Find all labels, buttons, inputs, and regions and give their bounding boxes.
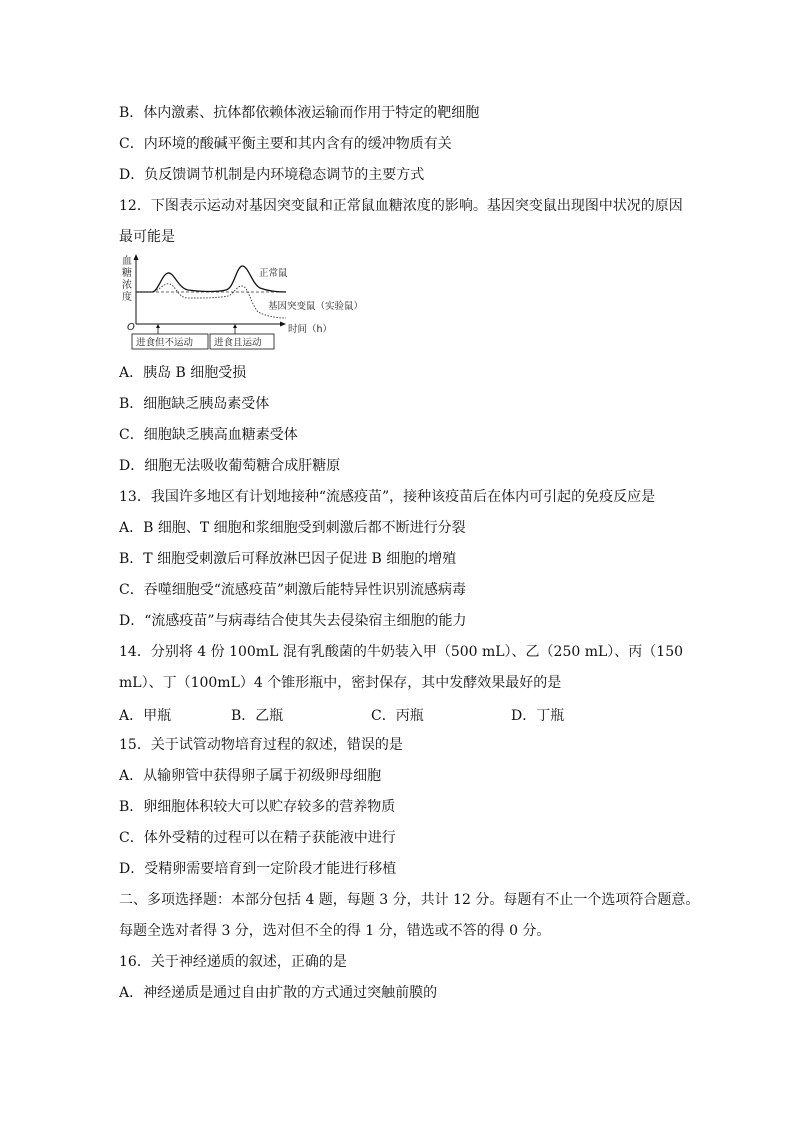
section-2-heading: 二、多项选择题：本部分包括 4 题，每题 3 分，共计 12 分。每题有不止一个选项符合题意。 [119,892,700,908]
q11-option-d: D．负反馈调节机制是内环境稳态调节的主要方式 [119,167,425,183]
q12-stem: 12．下图表示运动对基因突变鼠和正常鼠血糖浓度的影响。基因突变鼠出现图中状况的原因 [119,198,683,214]
q13-option-b: B．T 细胞受刺激后可释放淋巴因子促进 B 细胞的增殖 [119,551,457,567]
q14-options [119,705,679,723]
q14-option-b: B．乙瓶 [231,708,284,724]
q12-option-d: D．细胞无法吸收葡萄糖合成肝糖原 [119,458,341,474]
q14-stem-cont: mL）、丁（100mL）4 个锥形瓶中，密封保存，其中发酵效果最好的是 [119,675,562,691]
figure-y-arrow [134,254,139,260]
q15-option-c: C．体外受精的过程可以在精子获能液中进行 [119,830,396,846]
q15-option-a: A．从输卵管中获得卵子属于初级卵母细胞 [119,768,382,784]
figure-ylabel-char: 糖 [122,268,132,279]
q14-option-a: A．甲瓶 [119,708,172,724]
q13-option-c: C．吞噬细胞受“流感疫苗”刺激后能特异性识别流感病毒 [119,582,467,598]
figure-xlabel: 时间（h） [288,324,333,335]
event-box-2-label: 进食且运动 [214,337,262,349]
figure-origin: O [127,322,135,333]
figure-x-arrow [280,322,286,327]
q14-option-d: D．丁瓶 [511,708,565,724]
q15-option-d: D．受精卵需要培育到一定阶段才能进行移植 [119,861,397,877]
q14-option-c: C．丙瓶 [371,708,424,724]
blood-glucose-figure [118,252,398,352]
q11-option-c: C．内环境的酸碱平衡主要和其内含有的缓冲物质有关 [119,136,452,152]
curve-normal-label: 正常鼠 [259,268,288,279]
q13-option-d: D．“流感疫苗”与病毒结合使其失去侵染宿主细胞的能力 [119,613,467,629]
event-box-1-label: 进食但不运动 [136,337,194,349]
figure-ylabel-char: 度 [122,292,132,303]
figure-ylabel-char: 浓 [122,280,132,291]
q13-option-a: A．B 细胞、T 细胞和浆细胞受到刺激后都不断进行分裂 [119,520,466,536]
q11-option-b: B．体内激素、抗体都依赖体液运输而作用于特定的靶细胞 [119,105,480,121]
q15-stem: 15．关于试管动物培育过程的叙述，错误的是 [119,737,403,753]
q12-stem-cont: 最可能是 [119,229,175,245]
q12-option-b: B．细胞缺乏胰岛素受体 [119,396,270,412]
curve-mutant-label: 基因突变鼠（实验鼠） [268,301,364,312]
q13-stem: 13．我国许多地区有计划地接种“流感疫苗”，接种该疫苗后在体内可引起的免疫反应是 [119,489,656,505]
q15-option-b: B．卵细胞体积较大可以贮存较多的营养物质 [119,799,396,815]
q16-option-a: A．神经递质是通过自由扩散的方式通过突触前膜的 [119,985,438,1001]
q14-stem: 14．分别将 4 份 100mL 混有乳酸菌的牛奶装入甲（500 mL）、乙（250 mL）、丙（150 [119,644,684,660]
q12-option-a: A．胰岛 B 细胞受损 [119,365,247,381]
section-2-heading-cont: 每题全选对者得 3 分，选对但不全的得 1 分，错选或不答的得 0 分。 [119,923,551,939]
q12-option-c: C．细胞缺乏胰高血糖素受体 [119,427,298,443]
q16-stem: 16．关于神经递质的叙述，正确的是 [119,954,347,970]
figure-ylabel-char: 血 [122,256,132,267]
